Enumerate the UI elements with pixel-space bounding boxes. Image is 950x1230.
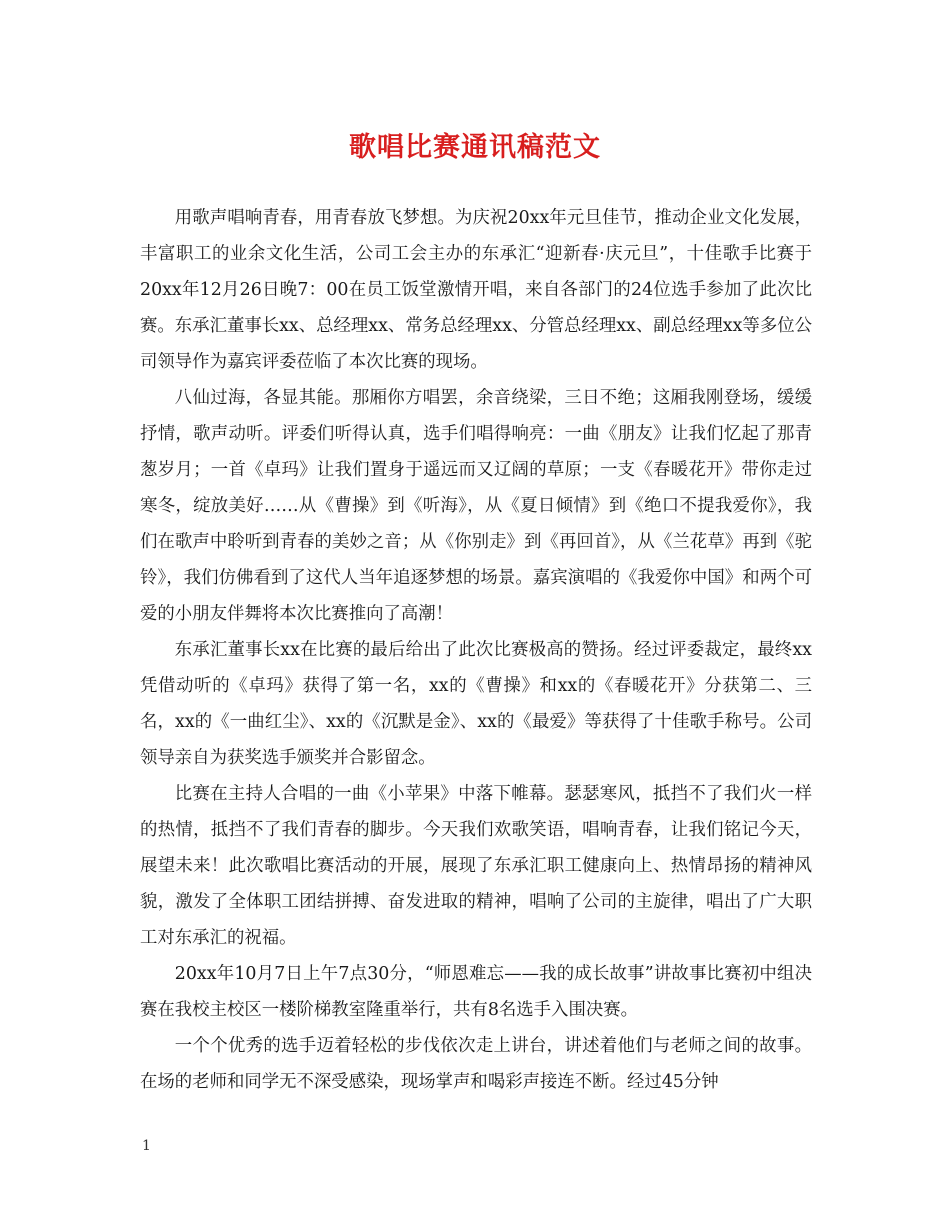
paragraph: 东承汇董事长xx在比赛的最后给出了此次比赛极高的赞扬。经过评委裁定，最终xx凭借动听的《卓玛》获得了第一名，xx的《曹操》和xx的《春暖花开》分获第二、三名，xx的《一曲红尘》、xx的《沉默是金》、xx的《最爱》等获得了十佳歌手称号。公司领导亲自为获奖选手颁奖并合影留念。 xyxy=(140,640,812,768)
paragraph: 比赛在主持人合唱的一曲《小苹果》中落下帷幕。瑟瑟寒风，抵挡不了我们火一样的热情，抵挡不了我们青春的脚步。今天我们欢歌笑语，唱响青春，让我们铭记今天，展望未来！此次歌唱比赛活动的开展，展现了东承汇职工健康向上、热情昂扬的精神风貌，激发了全体职工团结拼搏、奋发进取的精神，唱响了公司的主旋律，唱出了广大职工对东承汇的祝福。 xyxy=(140,784,812,948)
paragraph: 用歌声唱响青春，用青春放飞梦想。为庆祝20xx年元旦佳节，推动企业文化发展，丰富职工的业余文化生活，公司工会主办的东承汇“迎新春·庆元旦”，十佳歌手比赛于20xx年12月26日晚7：00在员工饭堂激情开唱，来自各部门的24位选手参加了此次比赛。东承汇董事长xx、总经理xx、常务总经理xx、分管总经理xx、副总经理xx等多位公司领导作为嘉宾评委莅临了本次比赛的现场。 xyxy=(140,208,812,372)
page-number: 1 xyxy=(142,1138,151,1154)
document-title: 歌唱比赛通讯稿范文 xyxy=(349,132,601,163)
paragraph: 20xx年10月7日上午7点30分，“师恩难忘——我的成长故事”讲故事比赛初中组决赛在我校主校区一楼阶梯教室隆重举行，共有8名选手入围决赛。 xyxy=(140,964,812,1020)
paragraph: 一个个优秀的选手迈着轻松的步伐依次走上讲台，讲述着他们与老师之间的故事。在场的老师和同学无不深受感染，现场掌声和喝彩声接连不断。经过45分钟 xyxy=(140,1036,812,1092)
document-body xyxy=(140,200,812,1100)
paragraph: 八仙过海，各显其能。那厢你方唱罢，余音绕梁，三日不绝；这厢我刚登场，缓缓抒情，歌声动听。评委们听得认真，选手们唱得响亮：一曲《朋友》让我们忆起了那青葱岁月；一首《卓玛》让我们置身于遥远而又辽阔的草原；一支《春暖花开》带你走过寒冬，绽放美好……从《曹操》到《听海》，从《夏日倾情》到《绝口不提我爱你》，我们在歌声中聆听到青春的美妙之音；从《你别走》到《再回首》，从《兰花草》再到《驼铃》，我们仿佛看到了这代人当年追逐梦想的场景。嘉宾演唱的《我爱你中国》和两个可爱的小朋友伴舞将本次比赛推向了高潮！ xyxy=(140,388,812,624)
